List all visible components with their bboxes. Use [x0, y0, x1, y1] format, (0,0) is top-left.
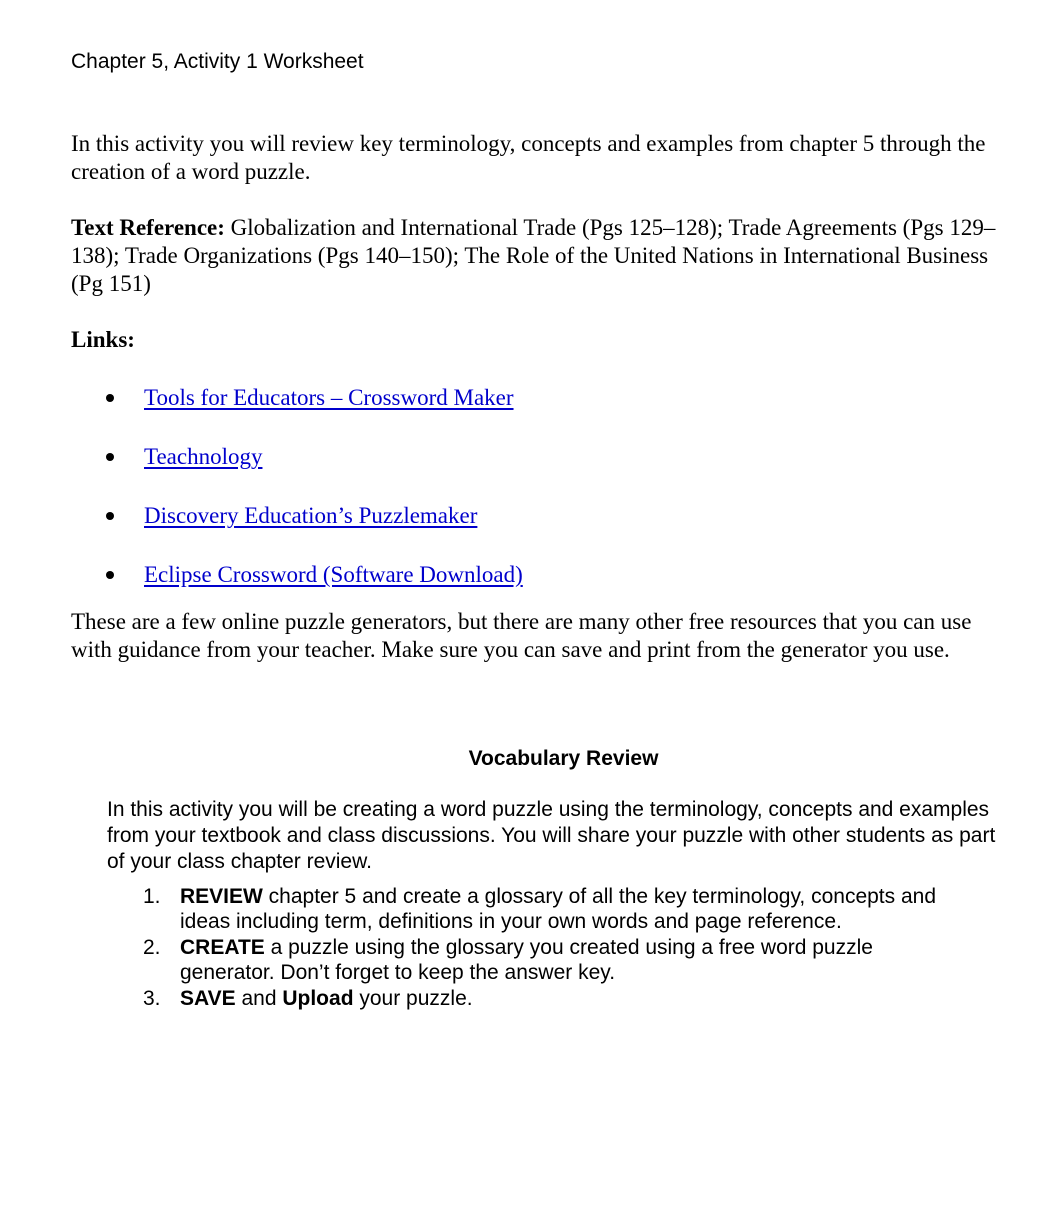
intro-paragraph: In this activity you will review key terminology, concepts and examples from chapter 5 through the creation of a word puzzle.: [71, 131, 986, 184]
link-item: [71, 559, 1011, 590]
text-reference-label: Text Reference:: [71, 215, 225, 240]
step-number: 2.: [143, 936, 161, 959]
step-text: chapter 5 and create a glossary of all the key terminology, concepts and ideas including term, definitions in your own words and page reference.: [180, 885, 937, 933]
step-keyword: CREATE: [180, 936, 265, 959]
step-item: [107, 884, 937, 934]
steps-list: [107, 884, 937, 1011]
link-crossword-maker[interactable]: Tools for Educators – Crossword Maker: [144, 385, 514, 410]
link-teachnology[interactable]: Teachnology: [144, 444, 263, 469]
closing-paragraph: These are a few online puzzle generators, but there are many other free resources that you can use with guidance from your teacher. Make sure you can save and print from the generator you use.: [71, 609, 972, 662]
vocabulary-description: In this activity you will be creating a word puzzle using the terminology, concepts and examples from your textbook and class discussions. You will share your puzzle with other students as part of your class chapter review.: [107, 798, 996, 873]
links-heading: Links:: [71, 327, 135, 352]
link-item: [71, 382, 1011, 413]
step-keyword: REVIEW: [180, 885, 263, 908]
link-item: [71, 441, 1011, 472]
worksheet-page: [71, 48, 1011, 1012]
step-text: a puzzle using the glossary you created using a free word puzzle generator. Don’t forget to keep the answer key.: [180, 936, 873, 984]
text-reference-paragraph: [71, 214, 1011, 298]
step-text-end: your puzzle.: [353, 987, 473, 1010]
bullet-icon: [106, 453, 114, 461]
document-title: Chapter 5, Activity 1 Worksheet: [71, 50, 364, 73]
step-item: [107, 935, 937, 985]
step-number: 3.: [143, 987, 161, 1010]
step-keyword-upload: Upload: [282, 987, 354, 1010]
links-list: [71, 382, 1011, 590]
link-eclipse-crossword[interactable]: Eclipse Crossword (Software Download): [144, 562, 523, 587]
link-item: [71, 500, 1011, 531]
step-item: [107, 986, 937, 1011]
step-text: and: [235, 987, 283, 1010]
text-reference-text: Globalization and International Trade (Pgs 125–128); Trade Agreements (Pgs 129–138); Trade Organizations (Pgs 140–150); The Role of the United Nations in International Business (Pg 151): [71, 215, 996, 296]
bullet-icon: [106, 394, 114, 402]
link-puzzlemaker[interactable]: Discovery Education’s Puzzlemaker: [144, 503, 478, 528]
bullet-icon: [106, 512, 114, 520]
bullet-icon: [106, 571, 114, 579]
step-number: 1.: [143, 885, 161, 908]
vocabulary-review-heading: Vocabulary Review: [468, 747, 659, 770]
step-keyword: SAVE: [180, 987, 236, 1010]
